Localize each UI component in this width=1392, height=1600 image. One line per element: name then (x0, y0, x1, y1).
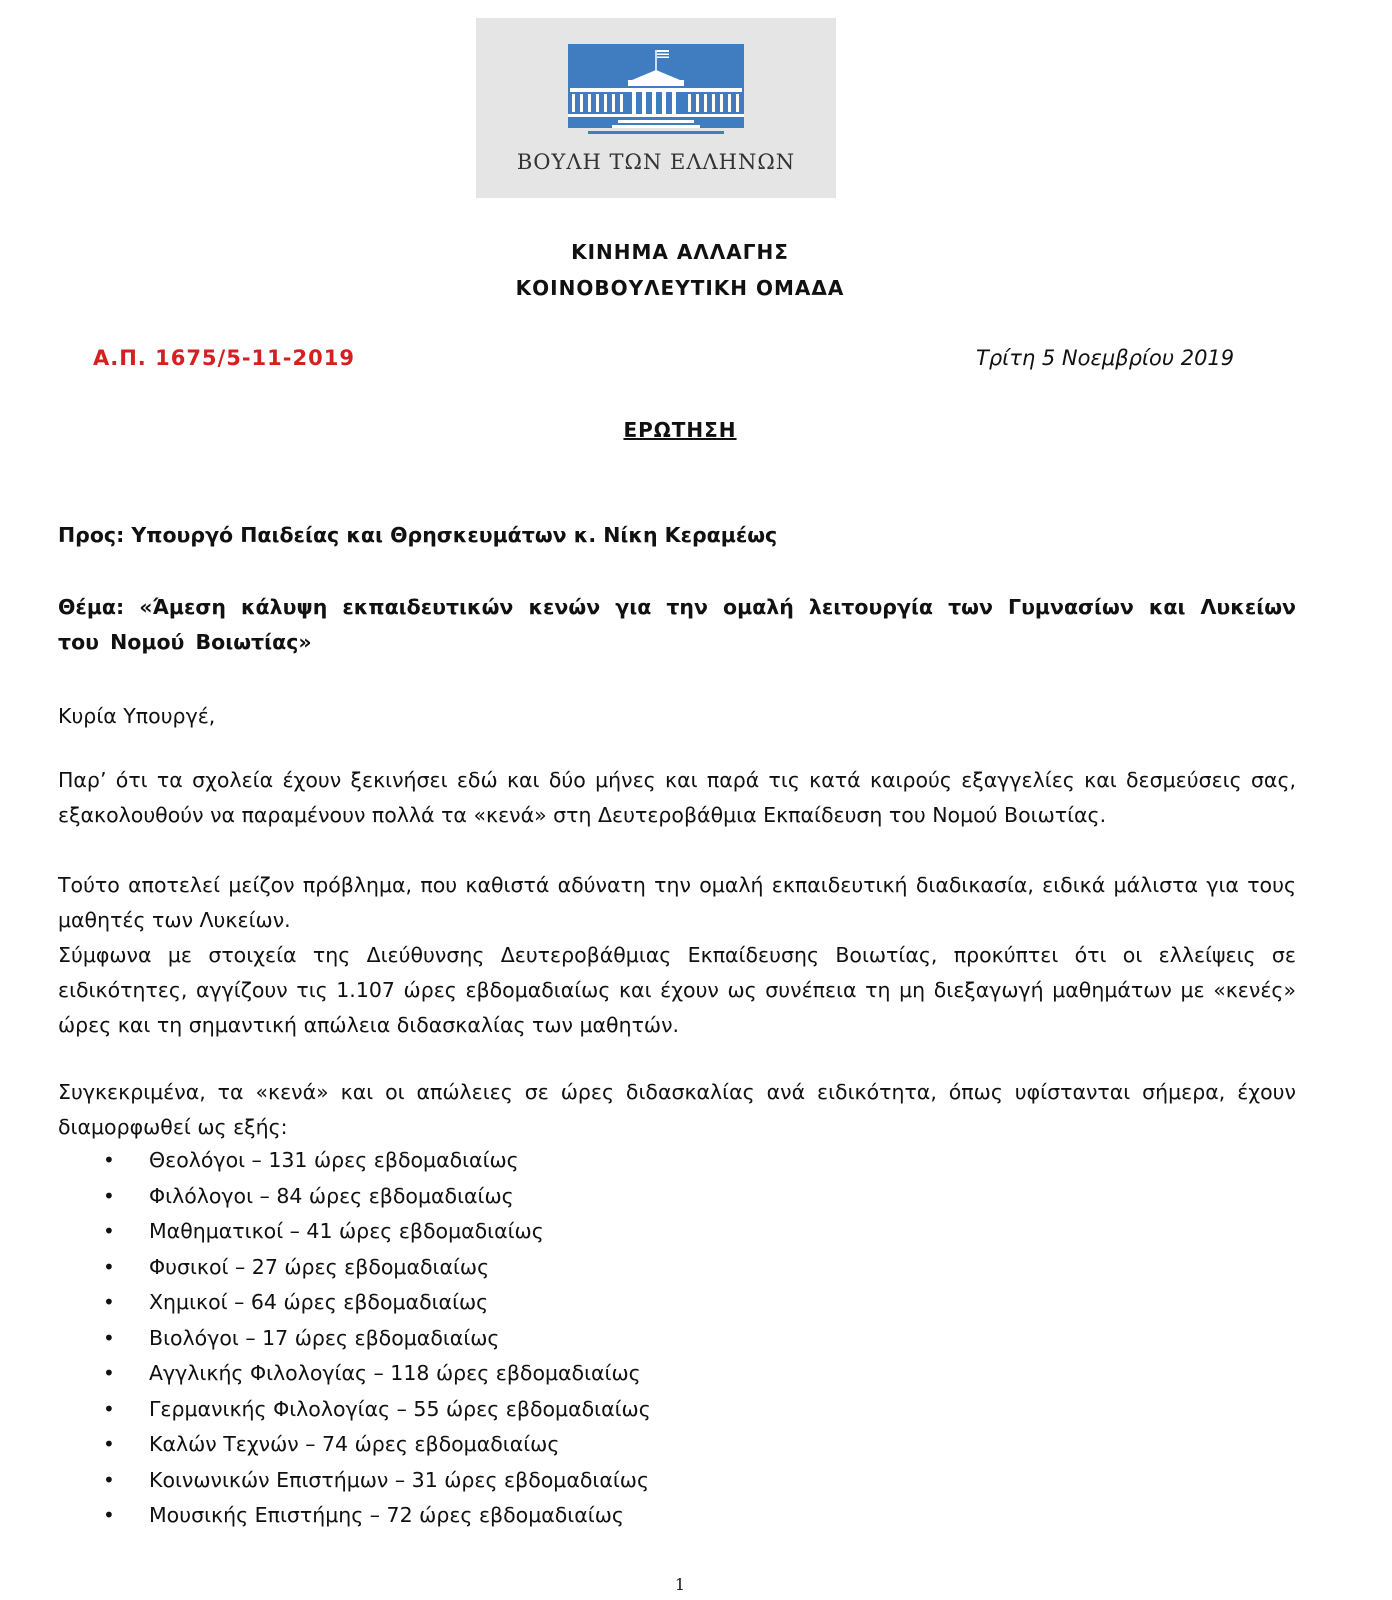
bullet-icon: • (103, 1290, 115, 1314)
list-item-text: Φυσικοί – 27 ώρες εβδομαδιαίως (149, 1254, 490, 1279)
list-item (0, 1255, 1392, 1291)
subject-line: Θέμα: «Άμεση κάλυψη εκπαιδευτικών κενών για την ομαλή λειτουργία των Γυμνασίων και Λυκείων του Νομού Βοιωτίας» (58, 595, 1296, 654)
parliament-logo (476, 18, 836, 198)
bullet-icon: • (103, 1503, 115, 1527)
list-item-text: Μαθηματικοί – 41 ώρες εβδομαδιαίως (149, 1219, 544, 1243)
bullet-icon: • (103, 1361, 115, 1385)
list-item-text: Καλών Τεχνών – 74 ώρες εβδομαδιαίως (149, 1432, 560, 1456)
body-paragraph-3: Σύμφωνα με στοιχεία της Διεύθυνσης Δευτεροβάθμιας Εκπαίδευσης Βοιωτίας, προκύπτει ότι οι ελλείψεις σε ειδικότητες, αγγίζουν τις 1.107 ώρες εβδομαδιαίως και έχουν ως συνέπεια τη μη διεξαγωγή μαθημάτων με «κενές» ώρες και τη σημαντική απώλεια διδασκαλίας των μαθητών. (58, 943, 1296, 1037)
list-item-text: Κοινωνικών Επιστήμων – 31 ώρες εβδομαδιαίως (149, 1467, 649, 1492)
bullet-icon: • (103, 1467, 115, 1492)
list-item-text: Μουσικής Επιστήμης – 72 ώρες εβδομαδιαίως (149, 1503, 624, 1527)
bullet-icon: • (103, 1396, 115, 1421)
list-item (0, 1468, 1392, 1504)
list-item-text: Βιολόγοι – 17 ώρες εβδομαδιαίως (149, 1325, 500, 1350)
list-item (0, 1432, 1392, 1468)
bullet-icon: • (103, 1183, 115, 1208)
body-paragraph-1: Παρ’ ότι τα σχολεία έχουν ξεκινήσει εδώ και δύο μήνες και παρά τις κατά καιρούς εξαγγελίες και δεσμεύσεις σας, εξακολουθούν να παραμένουν πολλά τα «κενά» στη Δευτεροβάθμια Εκπαίδευση του Νομού Βοιωτίας. (58, 768, 1296, 827)
list-item (0, 1326, 1392, 1362)
list-item (0, 1361, 1392, 1397)
list-item (0, 1503, 1392, 1539)
logo-text: ΒΟΥΛΗ ΤΩΝ ΕΛΛΗΝΩΝ (516, 150, 796, 174)
list-item-text: Χημικοί – 64 ώρες εβδομαδιαίως (149, 1290, 489, 1314)
salutation: Κυρία Υπουργέ, (58, 704, 216, 728)
list-item-text: Φιλόλογοι – 84 ώρες εβδομαδιαίως (149, 1183, 514, 1208)
bullet-icon: • (103, 1219, 115, 1243)
list-item (0, 1184, 1392, 1220)
list-item-text: Θεολόγοι – 131 ώρες εβδομαδιαίως (149, 1148, 519, 1172)
list-item (0, 1290, 1392, 1326)
list-item-text: Αγγλικής Φιλολογίας – 118 ώρες εβδομαδιαίως (149, 1361, 641, 1385)
list-item (0, 1397, 1392, 1433)
document-title: ΕΡΩΤΗΣΗ (623, 418, 737, 442)
group-name: ΚΟΙΝΟΒΟΥΛΕΥΤΙΚΗ ΟΜΑΔΑ (515, 276, 845, 300)
list-item-text: Γερμανικής Φιλολογίας – 55 ώρες εβδομαδιαίως (149, 1396, 651, 1421)
body-paragraph-2: Τούτο αποτελεί μείζον πρόβλημα, που καθιστά αδύνατη την ομαλή εκπαιδευτική διαδικασία, ειδικά μάλιστα για τους μαθητές των Λυκείων. (58, 873, 1296, 932)
party-name: ΚΙΝΗΜΑ ΑΛΛΑΓΗΣ (571, 240, 789, 264)
reference-number: Α.Π. 1675/5-11-2019 (93, 346, 355, 370)
bullet-icon: • (103, 1432, 115, 1456)
body-paragraph-4: Συγκεκριμένα, τα «κενά» και οι απώλειες σε ώρες διδασκαλίας ανά ειδικότητα, όπως υφίστανται σήμερα, έχουν διαμορφωθεί ως εξής: (58, 1080, 1296, 1139)
list-item (0, 1219, 1392, 1255)
bullet-icon: • (103, 1148, 115, 1172)
document-date: Τρίτη 5 Νοεμβρίου 2019 (976, 346, 1235, 370)
bullet-icon: • (103, 1254, 115, 1279)
specialty-list (0, 1148, 1392, 1539)
recipient-line: Προς: Υπουργό Παιδείας και Θρησκευμάτων κ. Νίκη Κεραμέως (58, 523, 778, 547)
list-item (0, 1148, 1392, 1184)
parliament-building-icon (568, 44, 744, 144)
page-number: 1 (674, 1575, 686, 1594)
bullet-icon: • (103, 1325, 115, 1350)
